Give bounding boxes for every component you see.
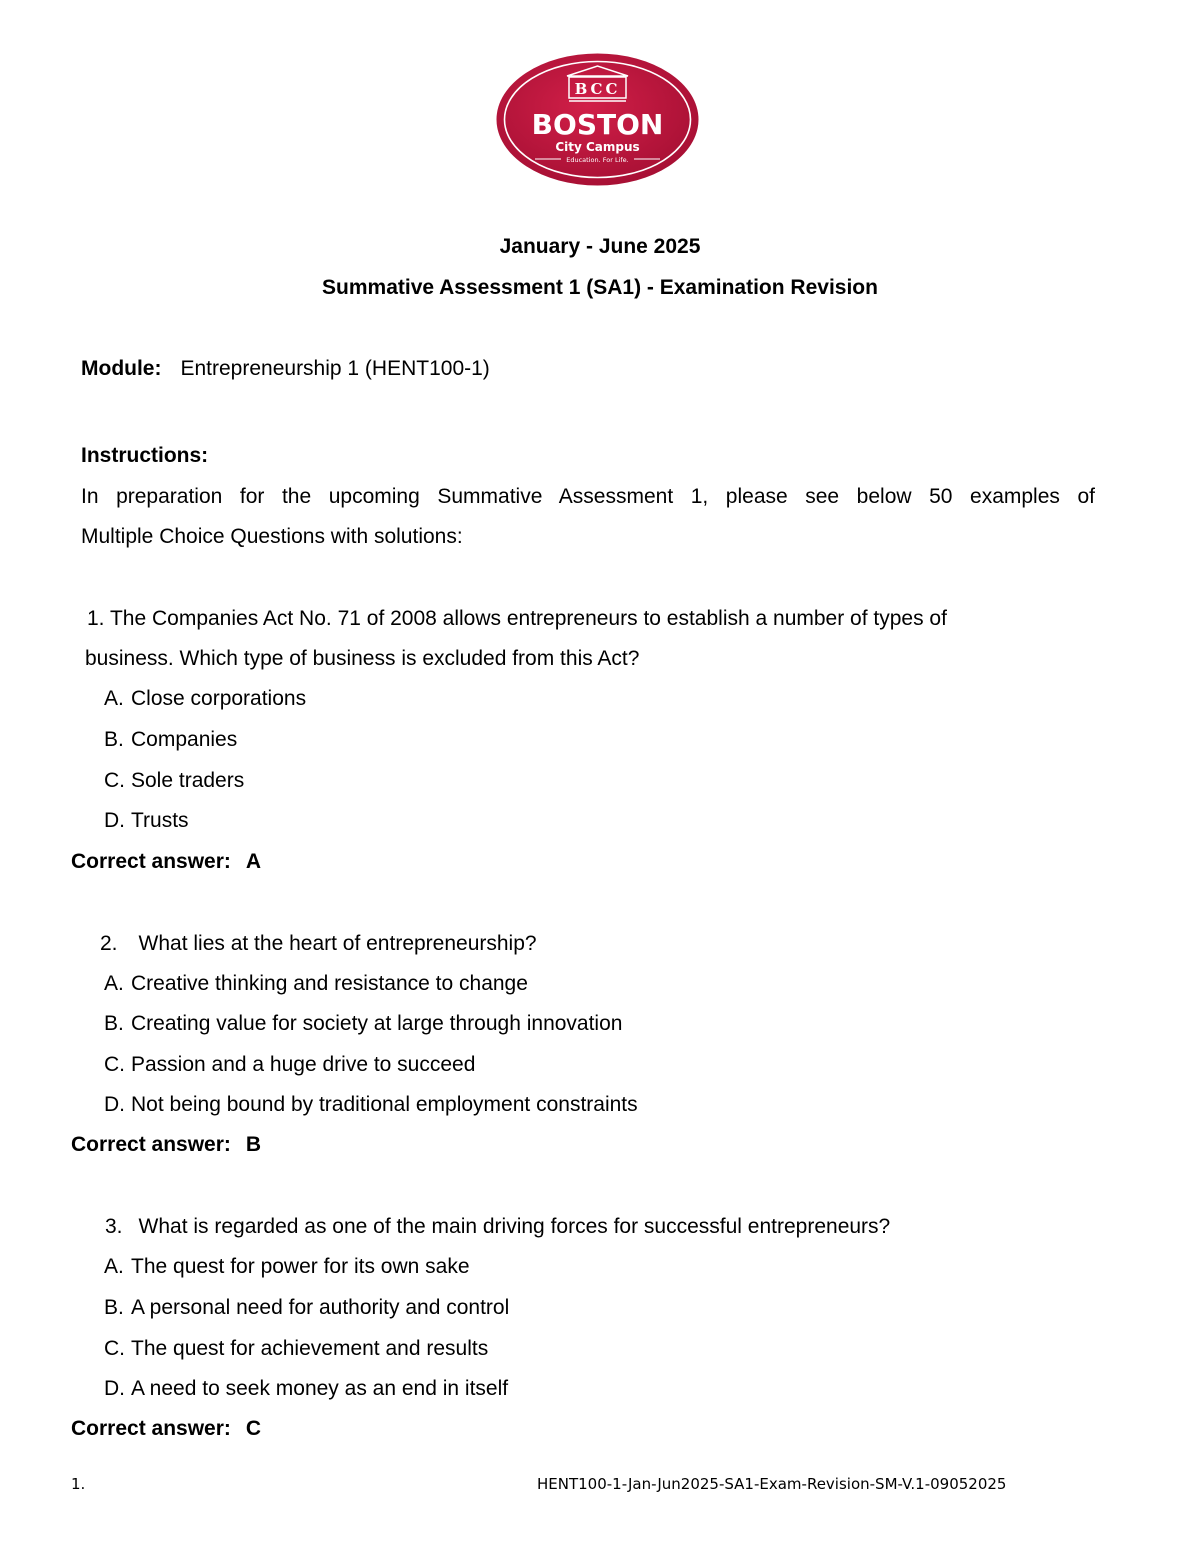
question-2-option-b: B. Creating value for society at large through innovation [104,1012,623,1035]
question-3-option-c: C. The quest for achievement and results [104,1337,489,1360]
module-value: Entrepreneurship 1 (HENT100-1) [180,357,490,380]
question-1-option-d: D. Trusts [104,809,189,832]
boston-city-campus-logo [495,52,700,187]
question-3-option-b: B. A personal need for authority and control [104,1296,510,1319]
logo-badge: BCC [574,80,621,98]
assessment-period: January - June 2025 [499,235,701,258]
question-1-line-2: business. Which type of business is excluded from this Act? [85,647,640,670]
question-2: 2. What lies at the heart of entrepreneurship? [100,932,537,955]
instructions-label: Instructions: [81,444,209,467]
footer-document-code: HENT100-1-Jan-Jun2025-SA1-Exam-Revision-SM-V.1-09052025 [537,1475,1007,1493]
question-2-option-a: A. Creative thinking and resistance to change [104,972,528,995]
logo-name: BOSTON [531,108,664,141]
logo-sub: City Campus [555,140,640,154]
question-1-line-1: 1. The Companies Act No. 71 of 2008 allows entrepreneurs to establish a number of types of [87,607,947,630]
module-line [81,357,490,381]
question-3-option-a: A. The quest for power for its own sake [104,1255,470,1278]
logo-tagline: Education. For Life. [566,156,629,164]
question-2-option-d: D. Not being bound by traditional employment constraints [104,1093,638,1116]
footer-page-number: 1. [71,1475,86,1493]
instructions-line-1: In preparation for the upcoming Summative Assessment 1, please see below 50 examples of [81,485,1095,508]
question-3-option-d: D. A need to seek money as an end in itself [104,1377,509,1400]
question-3: 3. What is regarded as one of the main driving forces for successful entrepreneurs? [105,1215,891,1238]
question-1-option-c: C. Sole traders [104,769,245,792]
module-label: Module: [81,357,162,380]
question-2-option-c: C. Passion and a huge drive to succeed [104,1053,476,1076]
question-3-answer: Correct answer: C [71,1417,262,1440]
question-2-answer: Correct answer: B [71,1133,262,1156]
question-1-answer: Correct answer: A [71,850,262,873]
instructions-line-2: Multiple Choice Questions with solutions: [81,525,463,548]
question-1-option-b: B. Companies [104,728,238,751]
question-1-option-a: A. Close corporations [104,687,307,710]
page-title: Summative Assessment 1 (SA1) - Examination Revision [322,276,878,299]
